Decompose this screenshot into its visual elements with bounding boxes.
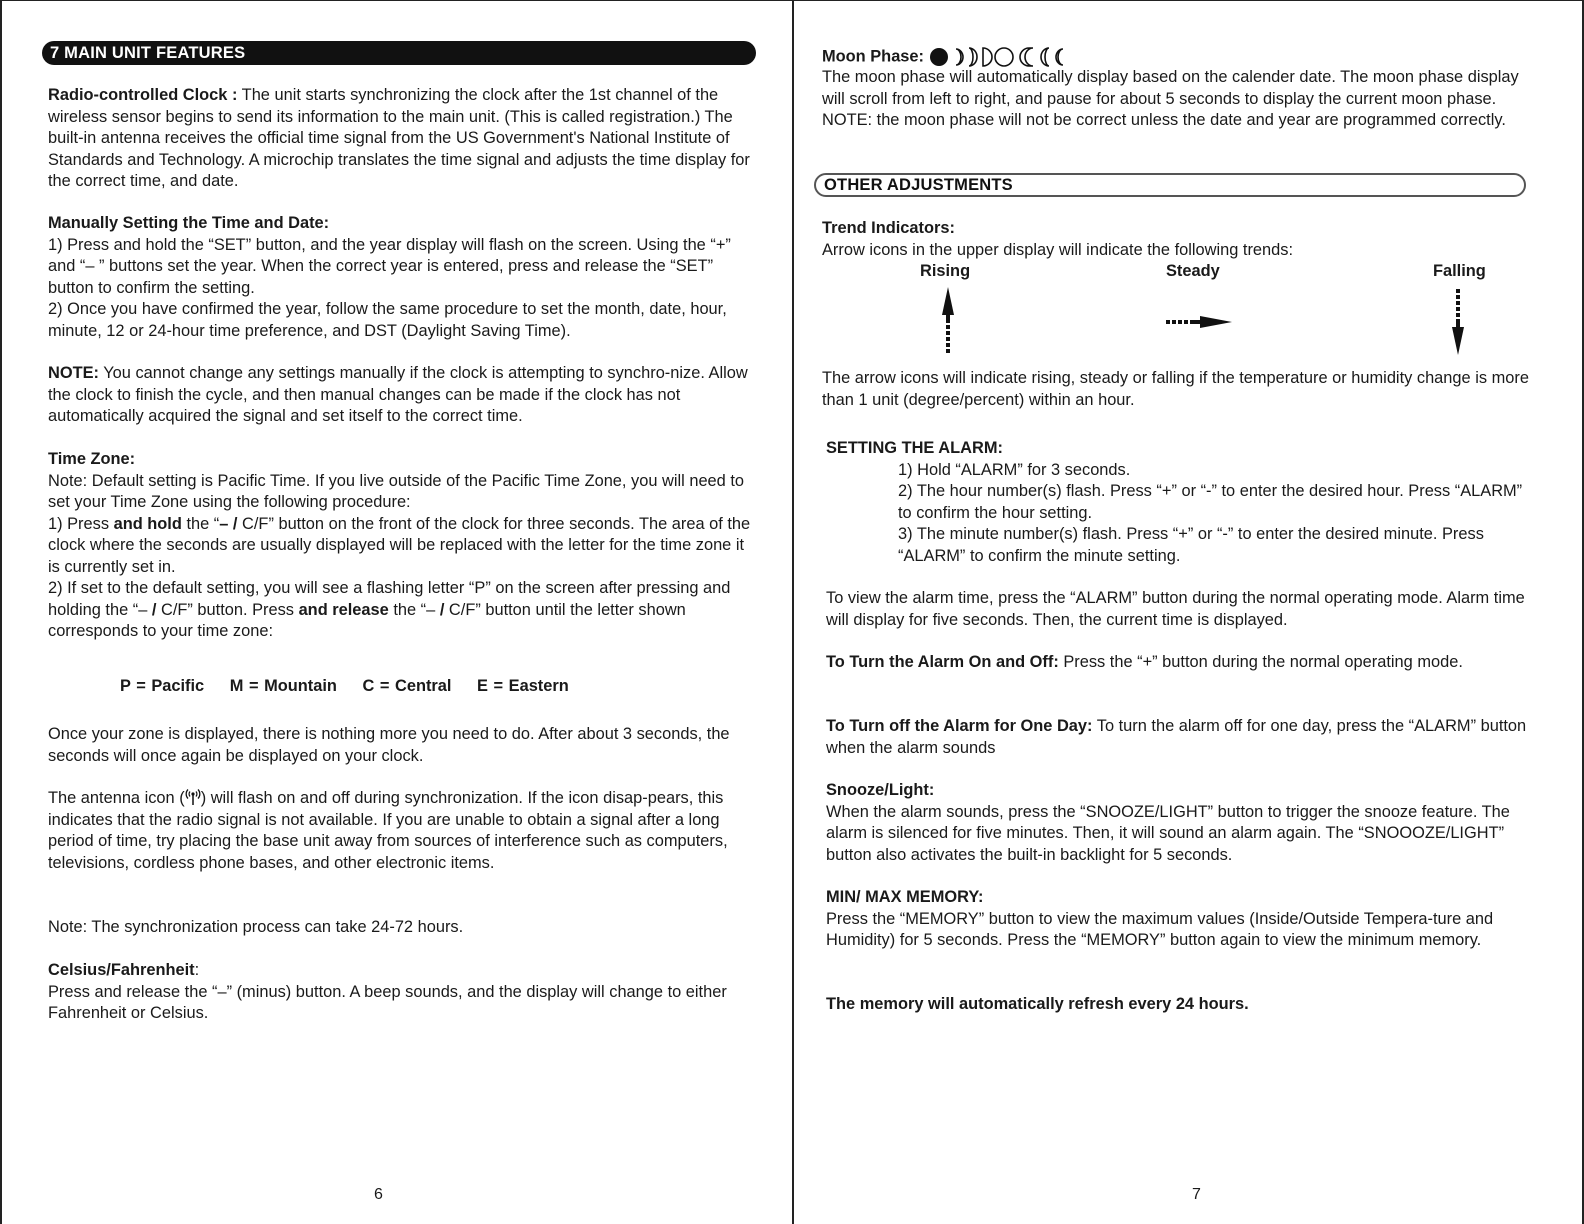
moon-phase-title: Moon Phase:	[822, 47, 924, 66]
trend-label-falling: Falling	[1433, 262, 1486, 280]
section-header-other-adjustments: OTHER ADJUSTMENTS	[814, 173, 1526, 197]
alarm-one-day-title: To Turn off the Alarm for One Day:	[826, 717, 1093, 735]
alarm-view-paragraph: To view the alarm time, press the “ALARM” button during the normal operating mode. Alarm time will display for five seconds. Then, the current time is displayed.	[826, 589, 1525, 629]
manual-set-section	[48, 213, 760, 342]
snooze-text: When the alarm sounds, press the “SNOOZE/LIGHT” button to trigger the snooze feature. The alarm is silenced for five minutes. Then, it will sound an alarm again. The “SNOOOZE/LIGHT” button also activates the built-in backlight for 5 seconds.	[826, 802, 1510, 864]
radio-clock-text: The unit starts synchronizing the clock after the 1st channel of the wireless sensor begins to send its information to the main unit. (This is called registration.) The built-in antenna receives the official time signal from the US Government's National Institute of Standards and Technology. A microchip translates the time signal and adjusts the time display for the correct time, and date.	[48, 86, 750, 190]
time-zone-step1: 1) Press and hold the “– / C/F” button on the front of the clock for three seconds. The area of the clock where the seconds are usually displayed will be replaced with the letter for the time zone it is currently set in.	[48, 514, 751, 576]
manual-set-step1: 1) Press and hold the “SET” button, and the year display will flash on the screen. Using the “+” and “– ” buttons set the year. When the correct year is entered, press and release the “SET” button to confirm the setting.	[48, 235, 731, 297]
trend-label-steady: Steady	[1166, 262, 1220, 280]
trend-label-rising: Rising	[920, 262, 971, 280]
memory-section	[826, 887, 1538, 952]
snooze-section	[826, 780, 1538, 866]
time-zone-step2: 2) If set to the default setting, you will see a flashing letter “P” on the screen after pressing and holding the “– / C/F” button. Press and release the “– / C/F” button until the letter shown corresponds to your time zone:	[48, 579, 731, 640]
zone-pacific: P = Pacific	[120, 677, 205, 695]
time-zone-section	[48, 449, 760, 643]
alarm-step1: 1) Hold “ALARM” for 3 seconds.	[898, 460, 1131, 479]
alarm-on-off-section: To Turn the Alarm On and Off: Press the “+” button during the normal operating mode.	[826, 653, 1463, 671]
zone-eastern: E = Eastern	[477, 677, 569, 695]
falling-arrow-icon	[1449, 287, 1467, 355]
trend-text: The arrow icons will indicate rising, steady or falling if the temperature or humidity change is more than 1 unit (degree/percent) within an hour.	[822, 369, 1529, 409]
alarm-step2: 2) The hour number(s) flash. Press “+” or “-” to enter the desired hour. Press “ALARM” to confirm the hour setting.	[898, 482, 1523, 522]
alarm-one-day-section: To Turn off the Alarm for One Day: To turn the alarm off for one day, press the “ALARM” button when the alarm sounds	[826, 717, 1527, 757]
once-paragraph: Once your zone is displayed, there is nothing more you need to do. After about 3 seconds, the seconds will once again be displayed on your clock.	[48, 725, 730, 765]
trend-section	[822, 218, 1534, 261]
rising-arrow-icon	[939, 287, 957, 355]
memory-title: MIN/ MAX MEMORY:	[826, 888, 984, 906]
note-text: You cannot change any settings manually if the clock is attempting to synchro-nize. Allow the clock to finish the cycle, and then manual changes can be made if the clock has not automatically acquired the signal and set itself to the correct time.	[48, 364, 748, 425]
memory-refresh-note: The memory will automatically refresh every 24 hours.	[826, 995, 1249, 1013]
note-title: NOTE:	[48, 364, 99, 382]
time-zone-title: Time Zone:	[48, 450, 136, 468]
trend-title: Trend Indicators:	[822, 219, 955, 237]
celsius-text: Press and release the “–” (minus) button. A beep sounds, and the display will change to either Fahrenheit or Celsius.	[48, 982, 727, 1022]
manual-set-title: Manually Setting the Time and Date:	[48, 214, 330, 232]
celsius-section: Celsius/Fahrenheit: Press and release the “–” (minus) button. A beep sounds, and the display will change to either Fahrenheit or Celsius.	[48, 960, 760, 1025]
page-number-left: 6	[374, 1186, 383, 1203]
alarm-title: SETTING THE ALARM:	[826, 439, 1003, 457]
page-number-right: 7	[1192, 1186, 1201, 1203]
right-page	[792, 0, 1584, 1224]
section-header-main-unit-features: 7 MAIN UNIT FEATURES	[42, 41, 756, 65]
snooze-title: Snooze/Light:	[826, 781, 935, 799]
moon-phase-text: The moon phase will automatically display based on the calender date. The moon phase display will scroll from left to right, and pause for about 5 seconds to display the current moon phase. NOTE: the moon phase will not be correct unless the date and year are programmed correctly.	[822, 68, 1519, 129]
alarm-step3: 3) The minute number(s) flash. Press “+” or “-” to enter the desired minute. Press “ALARM” to confirm the minute setting.	[898, 525, 1484, 565]
antenna-paragraph: The antenna icon ( ) will flash on and off during synchronization. If the icon disap-pears, this indicates that the radio signal is not available. If you are unable to obtain a signal after a long period of time, try placing the base unit away from sources of interference such as computers, televisions, cordless phone bases, and other electronic items.	[48, 789, 728, 872]
radio-clock-section	[48, 85, 760, 193]
manual-set-step2: 2) Once you have confirmed the year, follow the same procedure to set the month, date, hour, minute, 12 or 24-hour time preference, and DST (Daylight Saving Time).	[48, 300, 727, 340]
note-section	[48, 363, 760, 428]
zone-central: C = Central	[362, 677, 452, 695]
time-zone-list	[120, 676, 589, 698]
alarm-section	[826, 438, 1538, 567]
radio-clock-title: Radio-controlled Clock :	[48, 86, 238, 104]
antenna-icon	[185, 789, 201, 807]
alarm-on-off-title: To Turn the Alarm On and Off:	[826, 653, 1059, 671]
memory-text: Press the “MEMORY” button to view the maximum values (Inside/Outside Tempera-ture and Humidity) for 5 seconds. Press the “MEMORY” button again to view the minimum memory.	[826, 909, 1494, 949]
zone-mountain: M = Mountain	[229, 677, 337, 695]
moon-phase-icons	[929, 47, 1109, 65]
celsius-title: Celsius/Fahrenheit	[48, 961, 195, 979]
steady-arrow-icon	[1166, 313, 1232, 331]
time-zone-intro: Note: Default setting is Pacific Time. If you live outside of the Pacific Time Zone, you will need to set your Time Zone using the following procedure:	[48, 471, 745, 511]
trend-intro: Arrow icons in the upper display will indicate the following trends:	[822, 240, 1294, 259]
sync-note: Note: The synchronization process can take 24-72 hours.	[48, 918, 464, 936]
moon-phase-section	[822, 45, 1534, 132]
